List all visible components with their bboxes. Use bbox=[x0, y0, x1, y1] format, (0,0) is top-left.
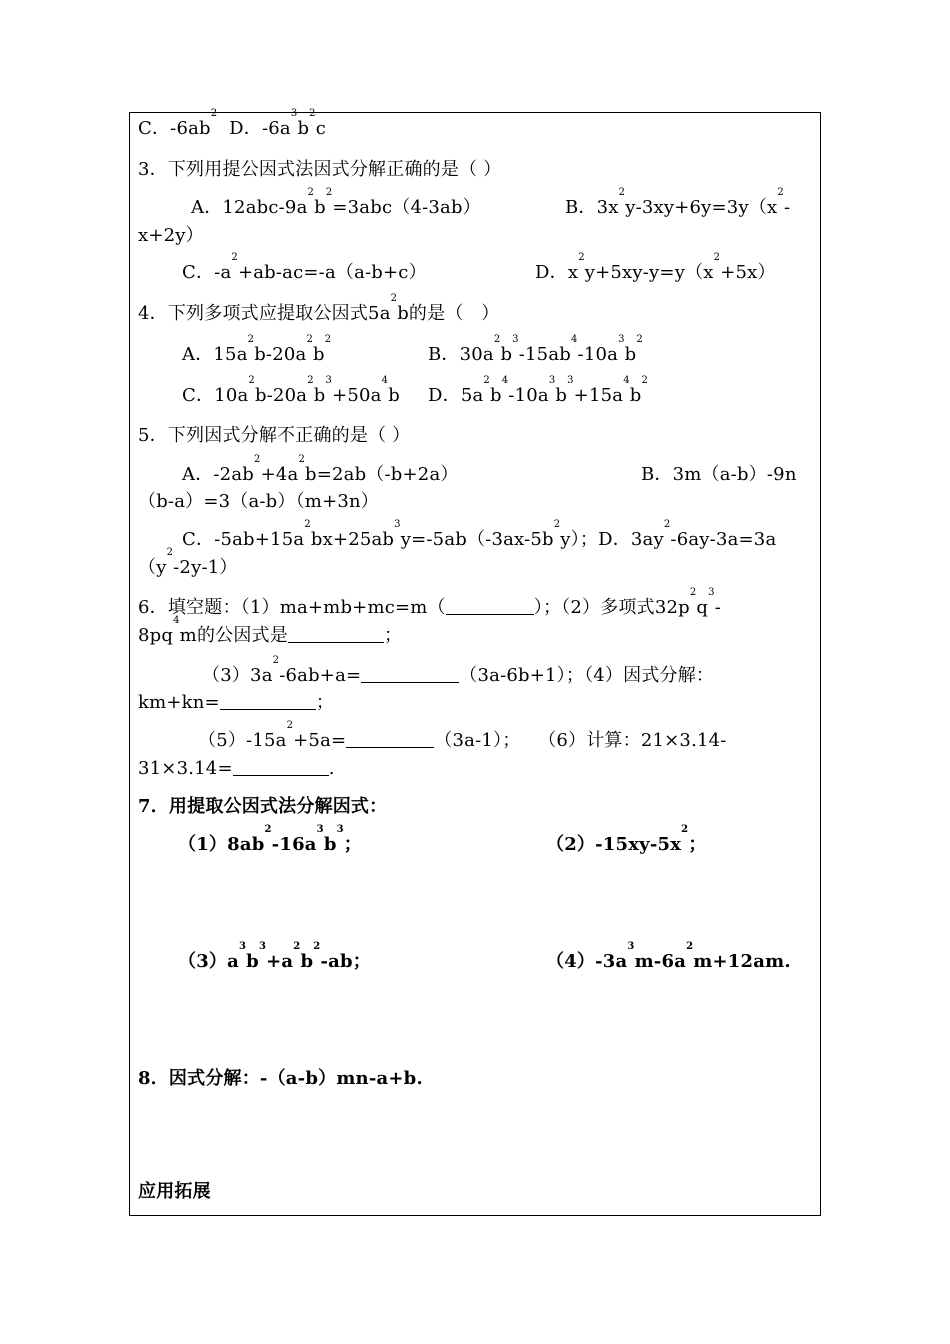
q6-line-4: km+kn= ； bbox=[138, 692, 335, 713]
q7-stem: 7．用提取公因式法分解因式： bbox=[138, 796, 388, 817]
q2-options-tail: C．$-6ab^2$ D．$-6a^3b^2c$ bbox=[138, 108, 327, 139]
q8-prompt: 8．因式分解：-（a-b）mn-a+b. bbox=[138, 1068, 423, 1089]
q6-line-6: 31×3.14= . bbox=[138, 758, 335, 779]
q4-stem: 4．下列多项式应提取公因式$5a^2b$的是（ ） bbox=[138, 293, 500, 324]
q5-option-b-wrap: （b-a）=3（a-b）（m+3n） bbox=[138, 491, 380, 512]
q5-stem: 5．下列因式分解不正确的是（ ） bbox=[138, 425, 411, 446]
section-heading: 应用拓展 bbox=[138, 1181, 211, 1202]
q3-option-b-wrap: x+2y） bbox=[138, 225, 204, 246]
q3-stem: 3．下列用提公因式法因式分解正确的是（ ） bbox=[138, 159, 502, 180]
q6-line-1: 6．填空题：（1）ma+mb+mc=m（ ）；（2）多项式$32p^2q^3-$ bbox=[138, 587, 721, 618]
q6-line-2: $8pq^4m$的公因式是 ； bbox=[138, 615, 403, 646]
q5-option-c-wrap: $(y^2-2y-1)$ bbox=[138, 547, 238, 578]
